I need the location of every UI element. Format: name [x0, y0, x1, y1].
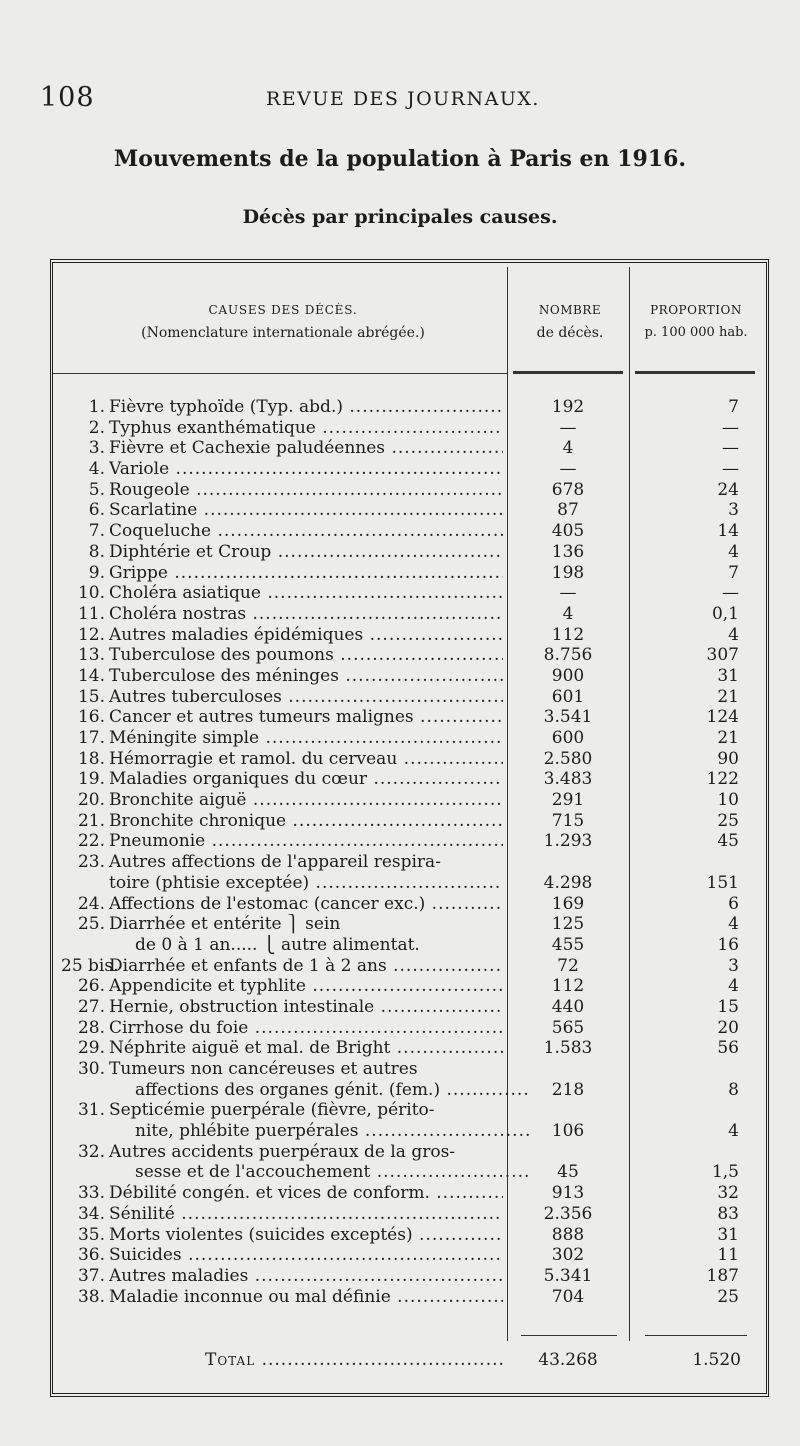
row-cause: Diarrhée et entérite ⎫ sein — [109, 914, 341, 935]
row-cause: Suicides ..... — [109, 1245, 503, 1266]
row-proportion: 8 — [728, 1079, 739, 1100]
row-cause: Grippe ..... — [109, 563, 503, 584]
row-number: 38. — [77, 1286, 105, 1307]
row-proportion: 14 — [717, 521, 739, 542]
table-row — [53, 459, 766, 480]
row-cause: Autres maladies épidémiques ..... — [109, 625, 503, 646]
running-head: REVUE DES JOURNAUX. — [266, 88, 540, 110]
table-row — [53, 418, 766, 439]
table-row — [53, 563, 766, 584]
row-nombre: — — [559, 583, 577, 604]
total-label: Total ..... — [205, 1348, 505, 1372]
row-cause: Choléra nostras ..... — [109, 604, 503, 625]
row-nombre: 715 — [551, 810, 585, 831]
row-proportion: 7 — [728, 397, 739, 417]
table-row — [53, 666, 766, 687]
row-proportion: 6 — [728, 893, 739, 914]
row-proportion: 56 — [717, 1038, 739, 1059]
page-header — [40, 82, 740, 122]
row-proportion: 24 — [717, 479, 739, 500]
row-proportion: 1,5 — [711, 1162, 739, 1183]
row-number: 28. — [77, 1017, 105, 1038]
row-cause: Rougeole ..... — [109, 480, 503, 501]
row-nombre: 704 — [551, 1286, 585, 1307]
table-row — [53, 831, 766, 852]
row-cause: Hernie, obstruction intestinale ..... — [109, 997, 503, 1018]
column-header-proportion-title: PROPORTION — [650, 303, 742, 317]
table-row — [53, 1204, 766, 1225]
row-number: 14. — [77, 665, 105, 686]
row-cause: Fièvre et Cachexie paludéennes ..... — [109, 438, 503, 459]
row-number: 10. — [77, 583, 105, 604]
row-proportion: 124 — [706, 707, 739, 728]
table-row — [53, 1080, 766, 1101]
table-row — [53, 728, 766, 749]
row-number: 20. — [77, 790, 105, 811]
row-proportion: 20 — [717, 1017, 739, 1038]
table-row — [53, 997, 766, 1018]
row-number: 16. — [77, 707, 105, 728]
row-cause: Pneumonie ..... — [109, 831, 503, 852]
row-proportion: 4 — [728, 914, 739, 935]
row-nombre: 136 — [551, 541, 585, 562]
row-proportion: 45 — [717, 831, 739, 852]
row-number: 24. — [77, 893, 105, 914]
row-nombre: 198 — [551, 562, 585, 583]
row-number: 1. — [88, 397, 105, 417]
row-cause: Tuberculose des poumons ..... — [109, 645, 503, 666]
row-number: 34. — [77, 1203, 105, 1224]
row-proportion: — — [722, 417, 739, 438]
row-cause: nite, phlébite puerpérales ..... — [135, 1121, 529, 1142]
table-row — [53, 1018, 766, 1039]
row-proportion: 11 — [717, 1245, 739, 1266]
table-row — [53, 976, 766, 997]
row-cause: toire (phtisie exceptée) ..... — [109, 873, 503, 894]
table-row — [53, 480, 766, 501]
row-number: 33. — [77, 1183, 105, 1204]
page-number: 108 — [40, 82, 95, 113]
table-row — [53, 790, 766, 811]
row-number: 25. — [77, 914, 105, 935]
table-row — [53, 1059, 766, 1080]
row-cause: affections des organes génit. (fem.) ..... — [135, 1080, 529, 1101]
column-header-nombre-title: NOMBRE — [538, 303, 602, 317]
row-cause: Variole ..... — [109, 459, 503, 480]
row-proportion: 151 — [706, 872, 739, 893]
row-cause: Autres affections de l'appareil respira- — [109, 852, 441, 873]
row-cause: Néphrite aiguë et mal. de Bright ..... — [109, 1038, 503, 1059]
table-row — [53, 1162, 766, 1183]
row-nombre: 455 — [551, 934, 585, 955]
row-cause: Débilité congén. et vices de conform. ..... — [109, 1183, 503, 1204]
row-cause: Fièvre typhoïde (Typ. abd.) ..... — [109, 397, 503, 418]
table-row — [53, 1287, 766, 1308]
row-number: 21. — [77, 810, 105, 831]
row-nombre: 106 — [551, 1121, 585, 1142]
table-row — [53, 749, 766, 770]
row-nombre: 8.756 — [543, 645, 593, 666]
row-number: 35. — [77, 1224, 105, 1245]
row-cause: Septicémie puerpérale (fièvre, périto- — [109, 1100, 435, 1121]
row-cause: de 0 à 1 an..... ⎩ autre alimentat. — [135, 934, 420, 955]
table-row — [53, 687, 766, 708]
row-proportion: 3 — [728, 500, 739, 521]
row-nombre: 2.356 — [543, 1203, 593, 1224]
row-cause: Choléra asiatique ..... — [109, 583, 503, 604]
table-row — [53, 894, 766, 915]
row-nombre: 565 — [551, 1017, 585, 1038]
table-row — [53, 873, 766, 894]
row-nombre: 112 — [551, 976, 585, 997]
row-proportion: 3 — [728, 955, 739, 976]
row-nombre: 125 — [551, 914, 585, 935]
column-header-proportion — [631, 303, 761, 340]
row-number: 17. — [77, 728, 105, 748]
row-nombre: 900 — [551, 665, 585, 686]
row-number: 9. — [88, 562, 105, 583]
row-number: 13. — [77, 645, 105, 666]
row-cause: Maladies organiques du cœur ..... — [109, 769, 503, 790]
row-number: 22. — [77, 831, 105, 852]
row-nombre: 87 — [557, 500, 579, 521]
row-number: 6. — [88, 500, 105, 521]
row-number: 27. — [77, 996, 105, 1017]
table-row — [53, 397, 766, 418]
row-cause: Tuberculose des méninges ..... — [109, 666, 503, 687]
deaths-table — [50, 259, 769, 1397]
total-rule — [521, 1335, 617, 1336]
table-row — [53, 521, 766, 542]
row-cause: Appendicite et typhlite ..... — [109, 976, 503, 997]
row-proportion: 25 — [717, 810, 739, 831]
row-nombre: 192 — [551, 397, 585, 417]
row-number: 11. — [77, 603, 105, 624]
row-number: 23. — [77, 852, 105, 873]
row-number: 3. — [88, 438, 105, 459]
row-number: 4. — [88, 459, 105, 480]
row-number: 37. — [77, 1265, 105, 1286]
row-cause: sesse et de l'accouchement ..... — [135, 1162, 529, 1183]
table-row — [53, 645, 766, 666]
table-body — [53, 397, 766, 1307]
total-rule — [645, 1335, 747, 1336]
table-row — [53, 1142, 766, 1163]
table-row — [53, 811, 766, 832]
column-header-nombre-note: de décès. — [536, 325, 604, 341]
row-nombre: 601 — [551, 686, 585, 707]
row-nombre: 913 — [551, 1183, 585, 1204]
row-nombre: 112 — [551, 624, 585, 645]
page-subtitle: Décès par principales causes. — [242, 206, 558, 228]
row-nombre: 3.541 — [543, 707, 593, 728]
page-title: Mouvements de la population à Paris en 1916. — [113, 146, 687, 172]
row-proportion: — — [722, 459, 739, 480]
column-header-causes-title: CAUSES DES DÉCÈS. — [208, 303, 358, 317]
row-nombre: 5.341 — [543, 1265, 593, 1286]
table-row — [53, 707, 766, 728]
row-proportion: 4 — [728, 976, 739, 997]
column-header-proportion-note: p. 100 000 hab. — [644, 325, 748, 340]
row-proportion: 21 — [717, 686, 739, 707]
row-cause: Diphtérie et Croup ..... — [109, 542, 503, 563]
table-row — [53, 1100, 766, 1121]
row-number: 30. — [77, 1059, 105, 1079]
table-row — [53, 583, 766, 604]
row-proportion: 122 — [706, 769, 739, 790]
row-cause: Scarlatine ..... — [109, 500, 503, 521]
table-row — [53, 1245, 766, 1266]
row-proportion: — — [722, 583, 739, 604]
table-row — [53, 1121, 766, 1142]
row-cause: Tumeurs non cancéreuses et autres — [109, 1059, 418, 1079]
table-row — [53, 1038, 766, 1059]
row-nombre: 4.298 — [543, 872, 593, 893]
table-row — [53, 500, 766, 521]
row-cause: Bronchite aiguë ..... — [109, 790, 503, 811]
column-header-causes-note: (Nomenclature internationale abrégée.) — [141, 325, 425, 341]
row-nombre: 1.293 — [543, 831, 593, 852]
row-nombre: 888 — [551, 1224, 585, 1245]
row-nombre: 169 — [551, 893, 585, 914]
row-cause: Morts violentes (suicides exceptés) ..... — [109, 1225, 503, 1246]
row-proportion: 15 — [717, 996, 739, 1017]
row-number: 7. — [88, 521, 105, 542]
row-cause: Bronchite chronique ..... — [109, 811, 503, 832]
row-nombre: 600 — [551, 728, 585, 748]
row-cause: Sénilité ..... — [109, 1204, 503, 1225]
table-row — [53, 852, 766, 873]
row-cause: Autres accidents puerpéraux de la gros- — [109, 1141, 456, 1162]
table-row — [53, 769, 766, 790]
row-proportion: 16 — [717, 934, 739, 955]
row-proportion: 10 — [717, 790, 739, 811]
table-row — [53, 438, 766, 459]
header-rule — [513, 371, 623, 374]
row-proportion: 90 — [717, 748, 739, 769]
header-rule — [635, 371, 755, 374]
total-nombre: 43.268 — [538, 1350, 598, 1370]
row-number: 25 bis. — [61, 955, 119, 976]
row-number: 8. — [88, 541, 105, 562]
row-nombre: 291 — [551, 790, 585, 811]
row-number: 2. — [88, 417, 105, 438]
row-number: 29. — [77, 1038, 105, 1059]
row-cause: Diarrhée et enfants de 1 à 2 ans ..... — [109, 956, 503, 977]
total-row — [53, 1348, 766, 1372]
row-nombre: 4 — [562, 603, 574, 624]
table-row — [53, 604, 766, 625]
row-nombre: 1.583 — [543, 1038, 593, 1059]
table-row — [53, 542, 766, 563]
row-number: 12. — [77, 624, 105, 645]
row-cause: Cirrhose du foie ..... — [109, 1018, 503, 1039]
row-proportion: 4 — [728, 541, 739, 562]
row-number: 31. — [77, 1100, 105, 1121]
table-row — [53, 935, 766, 956]
table-row — [53, 1266, 766, 1287]
row-nombre: 218 — [551, 1079, 585, 1100]
row-proportion: 4 — [728, 624, 739, 645]
row-number: 36. — [77, 1245, 105, 1266]
row-nombre: 678 — [551, 479, 585, 500]
row-proportion: 0,1 — [711, 603, 739, 624]
row-cause: Autres maladies ..... — [109, 1266, 503, 1287]
row-nombre: — — [559, 459, 577, 480]
total-proportion: 1.520 — [692, 1350, 741, 1370]
row-proportion: — — [722, 438, 739, 459]
row-cause: Hémorragie et ramol. du cerveau ..... — [109, 749, 503, 770]
row-number: 5. — [88, 479, 105, 500]
row-nombre: — — [559, 417, 577, 438]
row-proportion: 187 — [706, 1265, 739, 1286]
row-nombre: 2.580 — [543, 748, 593, 769]
row-cause: Affections de l'estomac (cancer exc.) ..... — [109, 894, 503, 915]
row-nombre: 405 — [551, 521, 585, 542]
row-nombre: 302 — [551, 1245, 585, 1266]
row-nombre: 3.483 — [543, 769, 593, 790]
row-number: 18. — [77, 748, 105, 769]
column-header-nombre — [515, 303, 625, 341]
table-row — [53, 1183, 766, 1204]
row-proportion: 21 — [717, 728, 739, 748]
table-row — [53, 625, 766, 646]
row-nombre: 72 — [557, 955, 579, 976]
row-proportion: 83 — [717, 1203, 739, 1224]
table-row — [53, 1225, 766, 1246]
row-cause: Maladie inconnue ou mal définie ..... — [109, 1287, 503, 1308]
row-proportion: 7 — [728, 562, 739, 583]
row-number: 26. — [77, 976, 105, 997]
row-proportion: 307 — [706, 645, 739, 666]
row-cause: Cancer et autres tumeurs malignes ..... — [109, 707, 503, 728]
row-number: 32. — [77, 1141, 105, 1162]
row-nombre: 440 — [551, 996, 585, 1017]
row-cause: Coqueluche ..... — [109, 521, 503, 542]
row-number: 19. — [77, 769, 105, 790]
row-cause: Autres tuberculoses ..... — [109, 687, 503, 708]
column-header-causes — [73, 303, 493, 341]
row-nombre: 4 — [562, 438, 574, 459]
row-proportion: 31 — [717, 665, 739, 686]
row-cause: Méningite simple ..... — [109, 728, 503, 749]
row-number: 15. — [77, 686, 105, 707]
row-cause: Typhus exanthématique ..... — [109, 418, 503, 439]
row-proportion: 31 — [717, 1224, 739, 1245]
row-proportion: 32 — [717, 1183, 739, 1204]
row-nombre: 45 — [557, 1162, 579, 1183]
table-row — [53, 914, 766, 935]
row-proportion: 25 — [717, 1286, 739, 1307]
row-proportion: 4 — [728, 1121, 739, 1142]
table-row — [53, 956, 766, 977]
header-rule — [53, 373, 507, 374]
